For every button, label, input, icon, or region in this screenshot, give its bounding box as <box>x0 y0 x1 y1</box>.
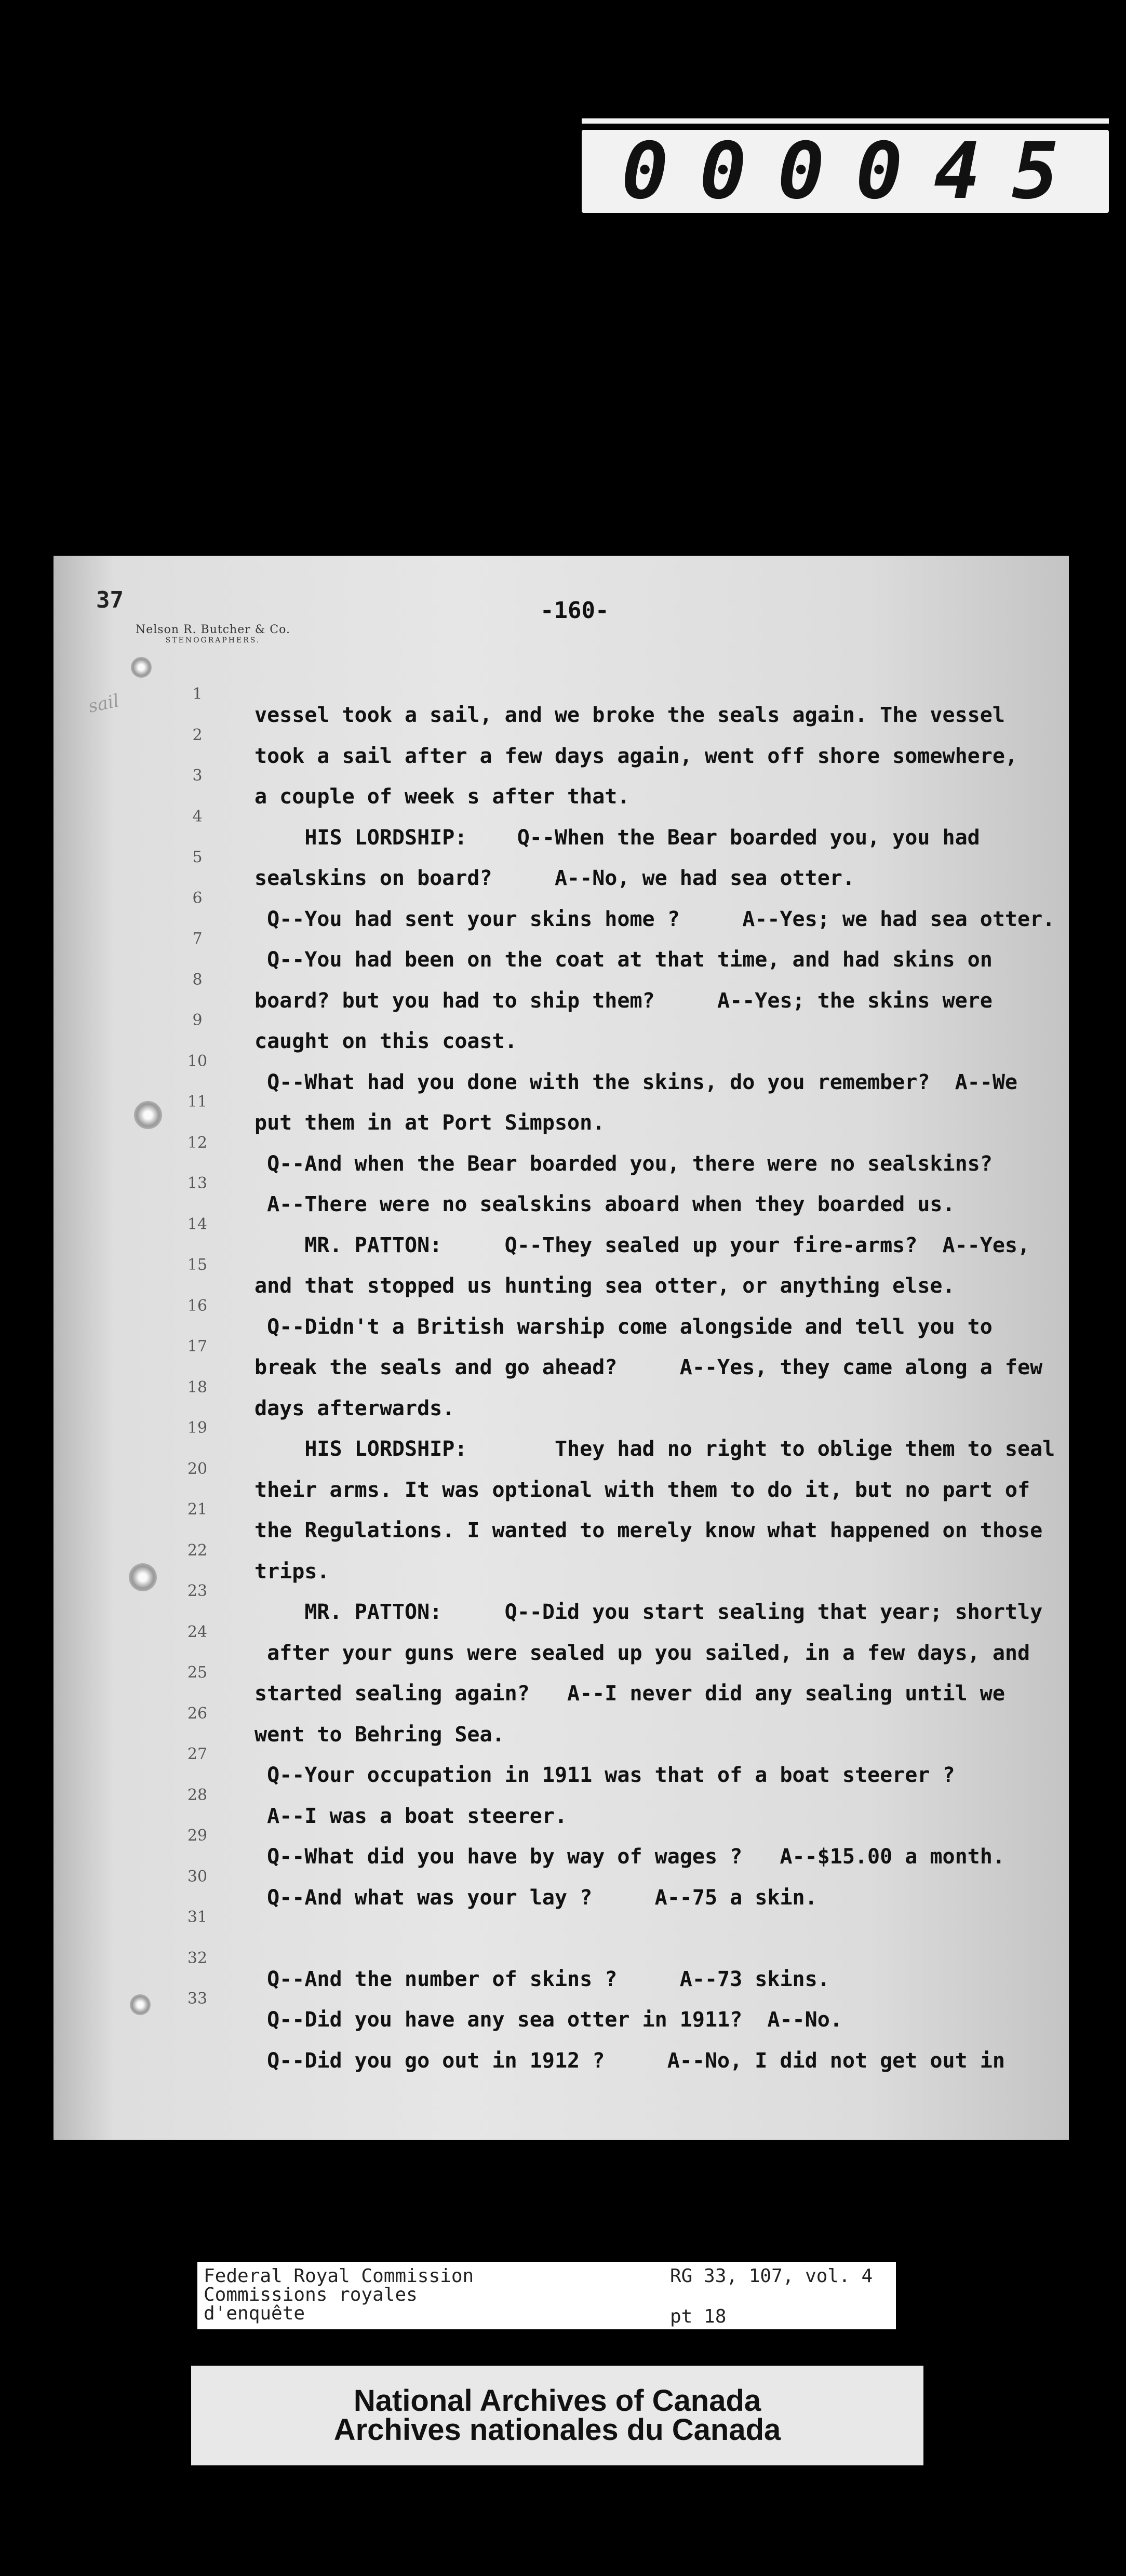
transcript-line: days afterwards. <box>254 1397 455 1420</box>
line-number: 5 <box>192 848 203 866</box>
line-number: 9 <box>192 1011 203 1029</box>
transcript-line: Q--And when the Bear boarded you, there were no sealskins? <box>254 1152 993 1176</box>
line-number: 23 <box>187 1582 208 1600</box>
line-number: 3 <box>192 767 203 785</box>
punch-hole <box>134 1101 162 1129</box>
line-number: 17 <box>187 1337 208 1356</box>
line-number: 29 <box>187 1827 208 1845</box>
archive-reference-label <box>197 2262 896 2329</box>
line-number: 22 <box>187 1541 208 1560</box>
line-number: 15 <box>187 1256 208 1274</box>
line-number: 31 <box>187 1908 208 1926</box>
transcript-line: the Regulations. I wanted to merely know what happened on those <box>254 1519 1043 1542</box>
transcript-line <box>254 1918 1044 1958</box>
punch-hole <box>129 1563 157 1591</box>
transcript-line: caught on this coast. <box>254 1029 517 1053</box>
transcript-line: Q--And the number of skins ? A--73 skins. <box>254 1967 830 1991</box>
transcript-line: Q--You had been on the coat at that time, and had skins on <box>254 948 993 972</box>
stamp-bar <box>582 118 1109 124</box>
transcript-line: took a sail after a few days again, went off shore somewhere, <box>254 744 1018 768</box>
line-number: 4 <box>192 808 203 826</box>
transcript-line: a couple of week s after that. <box>254 785 630 809</box>
line-number: 14 <box>187 1215 208 1233</box>
transcript-line: MR. PATTON: Q--They sealed up your fire-arms? A--Yes, <box>254 1233 1030 1257</box>
transcript-line: board? but you had to ship them? A--Yes; the skins were <box>254 989 993 1013</box>
line-number: 24 <box>187 1623 208 1641</box>
line-number: 6 <box>192 889 203 907</box>
transcript-line: Q--You had sent your skins home ? A--Yes; we had sea otter. <box>254 907 1055 931</box>
frame-number-stamp <box>582 126 1109 217</box>
line-number: 32 <box>187 1949 208 1967</box>
line-number: 30 <box>187 1868 208 1886</box>
transcript-line: Q--Did you go out in 1912 ? A--No, I did not get out in <box>254 2049 1005 2073</box>
line-number: 8 <box>192 971 203 989</box>
page-mark: 37 <box>96 587 124 613</box>
line-number: 27 <box>187 1745 208 1763</box>
line-number: 1 <box>192 685 203 703</box>
transcript-line: vessel took a sail, and we broke the seals again. The vessel <box>254 703 1005 727</box>
line-number: 18 <box>187 1378 208 1397</box>
page-folio: -160- <box>540 597 609 624</box>
commission-fr-2: d'enquête <box>204 2303 305 2324</box>
line-number: 16 <box>187 1297 208 1315</box>
transcript-line: their arms. It was optional with them to do it, but no part of <box>254 1478 1030 1502</box>
line-number: 19 <box>187 1419 208 1437</box>
line-number: 33 <box>187 1990 208 2008</box>
record-group: RG 33, 107, vol. 4 <box>670 2265 873 2287</box>
frame-number: 000045 <box>621 126 1090 217</box>
archives-name-en: National Archives of Canada <box>353 2384 761 2418</box>
transcript-line: A--There were no sealskins aboard when they boarded us. <box>254 1192 955 1216</box>
line-number: 13 <box>187 1174 208 1192</box>
transcript-line: after your guns were sealed up you sailed, in a few days, and <box>254 1641 1030 1665</box>
transcript-line: Q--And what was your lay ? A--75 a skin. <box>254 1886 817 1910</box>
record-part: pt 18 <box>670 2306 727 2327</box>
transcript-line: Q--Didn't a British warship come alongside and tell you to <box>254 1315 993 1339</box>
punch-hole <box>130 1994 151 2015</box>
transcript-line: trips. <box>254 1560 330 1584</box>
line-number: 11 <box>187 1093 208 1111</box>
transcript-line: MR. PATTON: Q--Did you start sealing that year; shortly <box>254 1600 1043 1624</box>
transcript-line: HIS LORDSHIP: Q--When the Bear boarded you, you had <box>254 826 980 850</box>
commission-fr: Commissions royales <box>204 2284 418 2305</box>
line-number: 28 <box>187 1786 208 1804</box>
stenographer-subtitle: STENOGRAPHERS. <box>165 636 261 645</box>
line-number: 26 <box>187 1705 208 1723</box>
transcript-line: put them in at Port Simpson. <box>254 1111 605 1135</box>
transcript-line: Q--What did you have by way of wages ? A--$15.00 a month. <box>254 1845 1005 1869</box>
margin-note: sail <box>86 690 121 717</box>
line-number: 20 <box>187 1460 208 1478</box>
transcript-line: sealskins on board? A--No, we had sea otter. <box>254 866 855 890</box>
transcript-line: started sealing again? A--I never did any sealing until we <box>254 1682 1005 1706</box>
archives-name-fr: Archives nationales du Canada <box>333 2413 781 2447</box>
transcript-line: HIS LORDSHIP: They had no right to oblige them to seal <box>254 1437 1055 1461</box>
line-number: 7 <box>192 930 203 948</box>
transcript-line: Q--Did you have any sea otter in 1911? A--No. <box>254 2008 842 2032</box>
transcript-line: A--I was a boat steerer. <box>254 1804 568 1828</box>
transcript-line: and that stopped us hunting sea otter, or anything else. <box>254 1274 955 1298</box>
line-number: 12 <box>187 1134 208 1152</box>
transcript-line: break the seals and go ahead? A--Yes, they came along a few <box>254 1356 1043 1379</box>
punch-hole <box>131 657 152 678</box>
line-number: 2 <box>192 726 203 744</box>
commission-en: Federal Royal Commission <box>204 2265 474 2287</box>
line-number: 21 <box>187 1500 208 1519</box>
transcript-line: went to Behring Sea. <box>254 1723 505 1747</box>
transcript-line: Q--What had you done with the skins, do you remember? A--We <box>254 1070 1018 1094</box>
archives-banner <box>191 2366 923 2465</box>
line-number: 10 <box>187 1052 208 1070</box>
transcript-line: Q--Your occupation in 1911 was that of a boat steerer ? <box>254 1763 955 1787</box>
stenographer-heading <box>130 623 296 645</box>
line-number: 25 <box>187 1663 208 1682</box>
stenographer-name: Nelson R. Butcher & Co. <box>135 623 290 636</box>
